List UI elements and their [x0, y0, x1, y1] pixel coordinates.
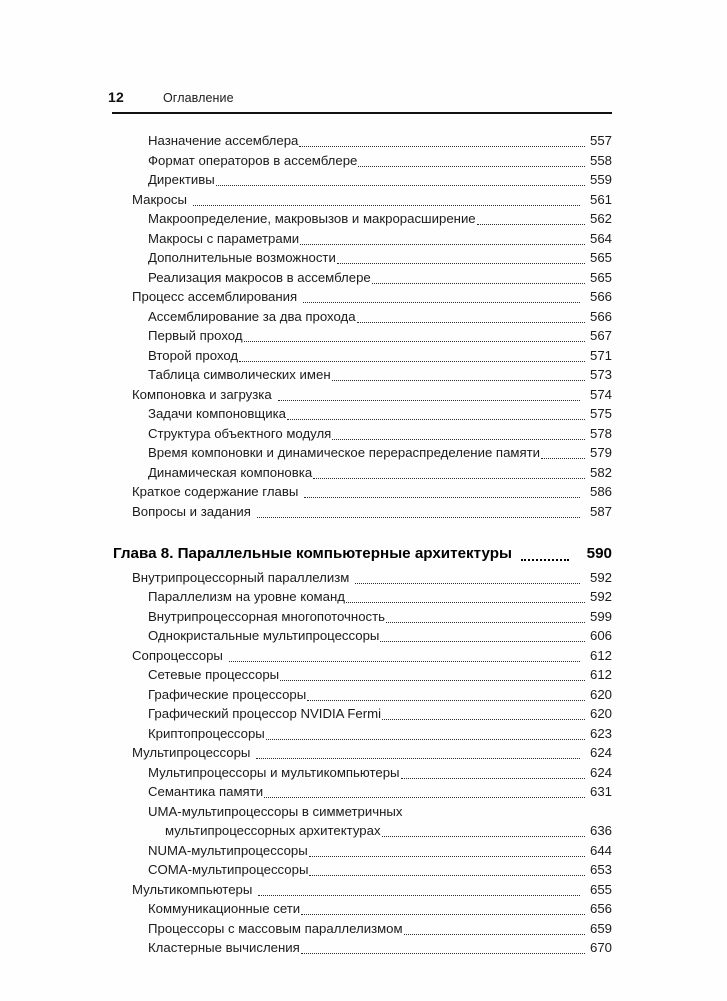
- toc-entry-leader: [358, 157, 585, 170]
- toc-entry-label: Мультипроцессоры и мультикомпьютеры: [148, 764, 400, 780]
- toc-entry-label: Внутрипроцессорный параллелизм: [132, 569, 350, 585]
- toc-entry-label: Сопроцессоры: [132, 647, 223, 663]
- toc-entry-leader: [301, 906, 585, 919]
- toc-entry-label: Криптопроцессоры: [148, 725, 265, 741]
- toc-entry-leader: [301, 945, 585, 958]
- toc-entry-page: 587: [589, 503, 612, 519]
- toc-entry-page: 586: [589, 484, 612, 499]
- header-divider: [112, 112, 612, 114]
- toc-entry-page: 624: [589, 764, 612, 780]
- toc-entry[interactable]: [112, 307, 612, 327]
- toc-entry-label: NUMA-мультипроцессоры: [148, 842, 308, 858]
- toc-entry-page: 582: [589, 464, 612, 480]
- toc-entry[interactable]: [112, 131, 612, 151]
- chapter-spacer-top: [112, 521, 612, 544]
- toc-entry-label: Параллелизм на уровне команд: [148, 589, 345, 604]
- toc-entry-leader: [280, 672, 585, 685]
- toc-entry-label: Графические процессоры: [148, 686, 307, 702]
- toc-entry-leader: [332, 430, 585, 443]
- toc-entry-page: 562: [589, 211, 612, 226]
- toc-entry-page: 558: [589, 152, 612, 168]
- toc-entry-leader: [264, 789, 585, 802]
- page-folio: 12: [108, 89, 124, 105]
- toc-entry-page: 592: [589, 589, 612, 604]
- toc-entry[interactable]: [112, 860, 612, 880]
- toc-entry-label: Графический процессор NVIDIA Fermi: [148, 706, 382, 721]
- toc-entry-label: Реализация макросов в ассемблере: [148, 269, 371, 285]
- toc-entry-leader: [239, 352, 585, 365]
- toc-entry-page: 571: [589, 347, 612, 363]
- toc-entry-leader: [346, 594, 585, 607]
- running-header: [108, 89, 612, 105]
- toc-section-chapter7: [112, 131, 612, 521]
- table-of-contents: [112, 131, 612, 958]
- toc-entry-leader: [382, 828, 585, 841]
- toc-entry[interactable]: [112, 190, 612, 210]
- toc-entry[interactable]: [112, 424, 612, 444]
- toc-entry[interactable]: [112, 880, 612, 900]
- toc-entry-page: 606: [589, 628, 612, 643]
- toc-entry-label: Компоновка и загрузка: [132, 386, 272, 402]
- toc-entry[interactable]: [112, 385, 612, 405]
- toc-entry-label: Кластерные вычисления: [148, 940, 300, 955]
- toc-entry-leader: [257, 508, 580, 521]
- toc-entry-label: Семантика памяти: [148, 784, 264, 799]
- toc-entry-page: 655: [589, 881, 612, 897]
- toc-entry-leader: [372, 274, 585, 287]
- toc-entry-page: 659: [589, 920, 612, 936]
- toc-entry-page: 620: [589, 686, 612, 702]
- toc-entry-page: 612: [589, 647, 612, 663]
- toc-entry[interactable]: [112, 646, 612, 666]
- toc-entry-leader: [386, 613, 585, 626]
- toc-entry-page: 566: [589, 308, 612, 324]
- toc-entry-leader: [229, 652, 580, 665]
- toc-entry-label: Макросы с параметрами: [148, 230, 300, 246]
- toc-entry[interactable]: [112, 346, 612, 366]
- toc-entry[interactable]: [112, 268, 612, 288]
- toc-entry-leader: [307, 691, 585, 704]
- toc-entry-label: Процесс ассемблирования: [132, 289, 298, 304]
- toc-entry[interactable]: [112, 404, 612, 424]
- toc-entry-page: 653: [589, 862, 612, 877]
- toc-entry[interactable]: [112, 665, 612, 685]
- toc-entry-page: 567: [589, 328, 612, 343]
- toc-entry-leader: [278, 391, 580, 404]
- toc-entry-leader: [313, 469, 585, 482]
- toc-entry-leader: [382, 711, 585, 724]
- toc-entry-page: 565: [589, 250, 612, 265]
- toc-entry[interactable]: [112, 443, 612, 463]
- toc-entry-page: 670: [589, 940, 612, 955]
- toc-entry-label: Макроопределение, макровызов и макрорасширение: [148, 211, 476, 226]
- toc-entry[interactable]: [112, 248, 612, 268]
- toc-entry-page: 631: [589, 784, 612, 799]
- toc-entry-label: мультипроцессорных архитектурах: [165, 823, 381, 838]
- toc-entry-leader: [287, 411, 585, 424]
- toc-entry-leader: [401, 769, 585, 782]
- toc-entry-leader: [404, 925, 585, 938]
- toc-entry-leader: [541, 450, 585, 463]
- toc-entry-leader: [258, 886, 580, 899]
- toc-entry[interactable]: [112, 743, 612, 763]
- toc-entry-leader: [332, 372, 585, 385]
- toc-entry-label: UMA-мультипроцессоры в симметричных: [148, 803, 403, 819]
- toc-entry-label: COMA-мультипроцессоры: [148, 862, 309, 877]
- toc-chapter-leader: [521, 550, 569, 564]
- toc-entry-label: Макросы: [132, 191, 187, 207]
- toc-entry[interactable]: [112, 229, 612, 249]
- toc-entry-page: 564: [589, 230, 612, 246]
- toc-entry[interactable]: [112, 587, 612, 607]
- toc-entry-leader: [244, 333, 585, 346]
- toc-entry-label: Процессоры с массовым параллелизмом: [148, 920, 403, 936]
- toc-entry[interactable]: [112, 365, 612, 385]
- toc-entry-label: Мультикомпьютеры: [132, 881, 253, 897]
- toc-entry[interactable]: [112, 463, 612, 483]
- toc-entry-leader: [303, 294, 580, 307]
- toc-entry[interactable]: [112, 763, 612, 783]
- toc-entry-page: 636: [589, 823, 612, 838]
- toc-entry-page: 573: [589, 367, 612, 382]
- toc-entry-page: 644: [589, 842, 612, 858]
- toc-entry[interactable]: [112, 151, 612, 171]
- toc-entry-page: 565: [589, 269, 612, 285]
- toc-entry-label: Внутрипроцессорная многопоточность: [148, 608, 386, 624]
- toc-entry-leader: [477, 216, 585, 229]
- toc-entry-label: Дополнительные возможности: [148, 250, 336, 265]
- toc-entry[interactable]: [112, 685, 612, 705]
- toc-entry-label: Ассемблирование за два прохода: [148, 308, 356, 324]
- toc-entry-page: 579: [589, 445, 612, 460]
- toc-entry[interactable]: [112, 607, 612, 627]
- toc-entry[interactable]: [112, 170, 612, 190]
- toc-entry[interactable]: [112, 802, 612, 822]
- toc-entry-label: Формат операторов в ассемблере: [148, 152, 358, 168]
- toc-entry-page: 620: [589, 706, 612, 721]
- toc-entry-leader: [309, 847, 585, 860]
- toc-entry-label: Первый проход: [148, 328, 243, 343]
- toc-entry-label: Второй проход: [148, 347, 239, 363]
- toc-entry-label: Вопросы и задания: [132, 503, 251, 519]
- toc-entry-leader: [304, 489, 580, 502]
- toc-entry[interactable]: [112, 626, 612, 646]
- toc-entry-leader: [266, 730, 585, 743]
- toc-entry-leader: [337, 255, 585, 268]
- toc-entry[interactable]: [112, 482, 612, 502]
- toc-entry[interactable]: [112, 704, 612, 724]
- toc-entry-label: Мультипроцессоры: [132, 745, 251, 760]
- toc-entry-page: 656: [589, 901, 612, 916]
- toc-entry-label: Однокристальные мультипроцессоры: [148, 628, 380, 643]
- toc-entry[interactable]: [112, 919, 612, 939]
- toc-entry[interactable]: [112, 899, 612, 919]
- toc-chapter-heading[interactable]: [112, 544, 612, 564]
- toc-entry-page: 623: [589, 725, 612, 741]
- toc-entry[interactable]: [112, 209, 612, 229]
- toc-chapter-label: Глава 8. Параллельные компьютерные архитектуры: [113, 545, 512, 562]
- toc-entry-page: 557: [589, 133, 612, 148]
- toc-entry-label: Задачи компоновщика: [148, 406, 286, 421]
- toc-entry[interactable]: [112, 568, 612, 588]
- toc-entry-leader: [357, 313, 585, 326]
- toc-entry-leader: [193, 196, 580, 209]
- toc-entry[interactable]: [112, 724, 612, 744]
- toc-entry-page: 575: [589, 406, 612, 421]
- page-title: Оглавление: [162, 91, 234, 105]
- toc-entry[interactable]: [112, 782, 612, 802]
- toc-entry-label: Директивы: [148, 172, 215, 187]
- toc-entry-page: 559: [589, 172, 612, 187]
- toc-entry-label: Структура объектного модуля: [148, 425, 332, 441]
- toc-entry-page: 612: [589, 667, 612, 682]
- toc-entry-label: Коммуникационные сети: [148, 901, 301, 916]
- toc-entry[interactable]: [112, 821, 612, 841]
- toc-section-chapter8: [112, 568, 612, 958]
- toc-entry-leader: [355, 574, 580, 587]
- toc-entry-page: 566: [589, 289, 612, 304]
- toc-entry[interactable]: [112, 502, 612, 522]
- toc-entry-page: 578: [589, 425, 612, 441]
- toc-entry-page: 624: [589, 745, 612, 760]
- toc-entry-page: 599: [589, 608, 612, 624]
- toc-entry-leader: [309, 867, 585, 880]
- toc-entry-label: Время компоновки и динамическое перераспределение памяти: [148, 445, 541, 460]
- toc-entry[interactable]: [112, 841, 612, 861]
- toc-entry-leader: [299, 138, 585, 151]
- toc-entry-page: 592: [589, 569, 612, 585]
- toc-entry-page: 561: [589, 191, 612, 207]
- toc-entry-leader: [380, 633, 585, 646]
- toc-entry-label: Динамическая компоновка: [148, 464, 313, 480]
- toc-entry-leader: [256, 750, 580, 763]
- toc-entry[interactable]: [112, 287, 612, 307]
- toc-entry-label: Назначение ассемблера: [148, 133, 299, 148]
- toc-chapter-page: 590: [586, 545, 612, 562]
- toc-entry[interactable]: [112, 326, 612, 346]
- toc-entry-label: Краткое содержание главы: [132, 484, 299, 499]
- toc-entry-page: 574: [589, 386, 612, 402]
- toc-entry-label: Таблица символических имен: [148, 367, 331, 382]
- toc-entry[interactable]: [112, 938, 612, 958]
- toc-entry-leader: [216, 177, 585, 190]
- toc-entry-label: Сетевые процессоры: [148, 667, 280, 682]
- toc-entry-leader: [300, 235, 585, 248]
